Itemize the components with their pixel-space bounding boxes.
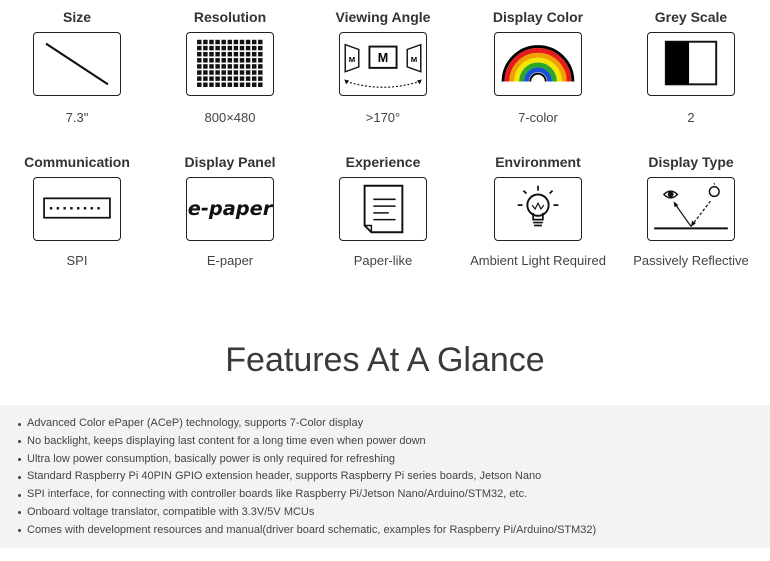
spec-label: Grey Scale	[654, 9, 728, 25]
spec-value: Passively Reflective	[633, 253, 749, 268]
spec-value: 7.3"	[65, 110, 89, 125]
light-bulb-icon	[494, 177, 582, 241]
e-paper-text-icon	[186, 177, 274, 241]
spec-label: Experience	[345, 154, 421, 170]
spec-resolution	[155, 8, 305, 125]
page-title: Features At A Glance	[225, 341, 545, 379]
spec-environment	[463, 153, 613, 268]
list-item: Onboard voltage translator, compatible with 3.3V/5V MCUs	[0, 504, 770, 522]
list-item: Standard Raspberry Pi 40PIN GPIO extension header, supports Raspberry Pi series boards, Jetson Nano	[0, 468, 770, 486]
spec-value: 7-color	[518, 110, 558, 125]
spec-value: Ambient Light Required	[470, 253, 606, 268]
spec-value: Paper-like	[353, 253, 413, 268]
spec-display-type	[616, 153, 766, 268]
list-item: Comes with development resources and manual(driver board schematic, examples for Raspberry Pi/Arduino/STM32)	[0, 522, 770, 540]
grey-scale-icon	[647, 32, 735, 96]
spec-value: >170°	[365, 110, 401, 125]
spec-label: Display Panel	[184, 154, 276, 170]
spec-value: 800×480	[204, 110, 256, 125]
rainbow-icon	[494, 32, 582, 96]
spec-experience	[308, 153, 458, 268]
spec-label: Display Type	[648, 154, 734, 170]
spec-value: E-paper	[206, 253, 254, 268]
spec-label: Resolution	[193, 9, 267, 25]
spec-value: SPI	[66, 253, 88, 268]
list-item: SPI interface, for connecting with controller boards like Raspberry Pi/Jetson Nano/Arduino/STM32, etc.	[0, 486, 770, 504]
spec-size	[2, 8, 152, 125]
spec-display-color	[463, 8, 613, 125]
pixel-grid-icon	[186, 32, 274, 96]
svg-text:M: M	[410, 55, 418, 65]
paper-document-icon	[339, 177, 427, 241]
viewing-angle-icon	[339, 32, 427, 96]
spec-value: 2	[687, 110, 695, 125]
spec-communication	[2, 153, 152, 268]
e-paper-icon-text: e-paper	[187, 196, 273, 220]
spec-label: Communication	[24, 154, 130, 170]
spec-label: Display Color	[492, 9, 584, 25]
spec-label: Viewing Angle	[335, 9, 431, 25]
spec-label: Environment	[495, 154, 581, 170]
list-item: No backlight, keeps displaying last content for a long time even when power down	[0, 433, 770, 451]
svg-text:M: M	[348, 55, 356, 65]
connector-icon	[33, 177, 121, 241]
reflection-icon	[647, 177, 735, 241]
spec-display-panel	[155, 153, 305, 268]
spec-label: Size	[62, 9, 91, 25]
diagonal-line-icon	[33, 32, 121, 96]
svg-text:M: M	[377, 51, 389, 66]
list-item: Advanced Color ePaper (ACeP) technology, supports 7-Color display	[0, 415, 770, 433]
features-list	[0, 405, 770, 548]
spec-viewing-angle	[308, 8, 458, 125]
list-item: Ultra low power consumption, basically power is only required for refreshing	[0, 451, 770, 469]
spec-grey-scale	[616, 8, 766, 125]
